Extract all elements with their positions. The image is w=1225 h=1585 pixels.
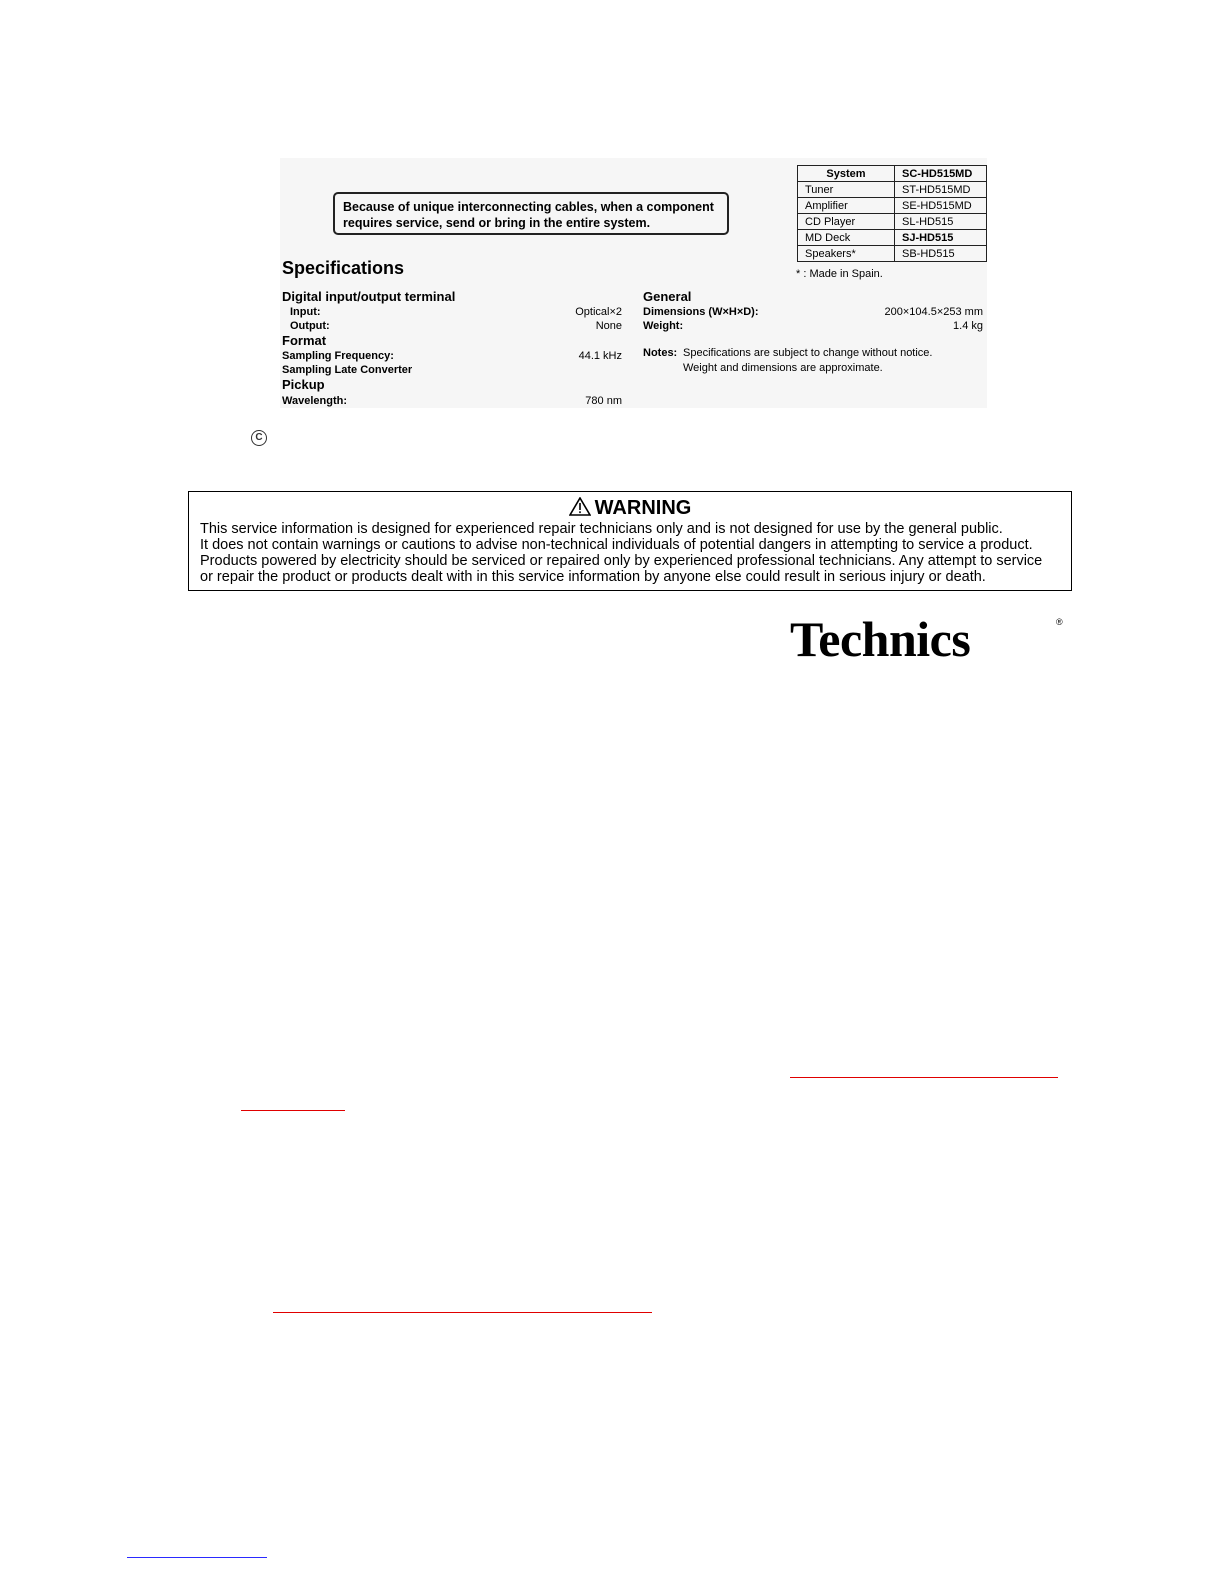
table-cell-model: SE-HD515MD [895,198,987,214]
output-label: Output: [290,320,330,332]
input-value: Optical×2 [575,306,622,318]
wavelength-value: 780 nm [585,395,622,407]
link-underline[interactable] [127,1557,267,1558]
sampling-frequency-value: 44.1 kHz [578,350,622,362]
digital-terminal-heading: Digital input/output terminal [282,289,456,304]
table-row [798,198,987,214]
pickup-heading: Pickup [282,377,325,392]
table-cell-model: ST-HD515MD [895,182,987,198]
weight-label: Weight: [643,320,684,332]
registered-mark: ® [1056,617,1063,627]
table-row [798,230,987,246]
specifications-title: Specifications [282,258,405,278]
warning-title [189,496,1071,520]
sampling-frequency-label: Sampling Frequency: [282,350,394,362]
warning-line-1: This service information is designed for experienced repair technicians only and is not designed for use by the general public. [200,521,1003,537]
weight-value: 1.4 kg [953,320,983,332]
technics-logo: Technics [790,611,971,667]
table-cell-component: Tuner [798,182,895,198]
dimensions-label: Dimensions (W×H×D): [643,306,759,318]
table-cell-model: SJ-HD515 [895,230,987,246]
input-label: Input: [290,306,321,318]
table-cell-component: CD Player [798,214,895,230]
output-value: None [595,320,622,332]
warning-line-3: Products powered by electricity should be serviced or repaired only by experienced professional technicians. Any attempt to service [200,553,1043,569]
wavelength-label: Wavelength: [282,395,347,407]
table-footnote: * : Made in Spain. [796,268,883,280]
notes-line-2: Weight and dimensions are approximate. [683,362,883,374]
general-heading: General [643,289,692,304]
table-header-row [798,166,987,182]
link-underline[interactable] [273,1312,652,1313]
table-header-model: SC-HD515MD [895,166,987,182]
notice-line-2: requires service, send or bring in the entire system. [343,216,651,230]
table-cell-model: SB-HD515 [895,246,987,262]
warning-triangle-icon [569,497,591,516]
warning-title-text: WARNING [594,497,692,519]
table-cell-model: SL-HD515 [895,214,987,230]
table-row [798,246,987,262]
sampling-converter-label: Sampling Late Converter [282,364,413,376]
notes-label: Notes: [643,347,678,359]
link-underline[interactable] [790,1077,1058,1078]
notes-line-1: Specifications are subject to change without notice. [683,347,933,359]
copyright-icon: C [251,430,267,446]
dimensions-value: 200×104.5×253 mm [884,306,983,318]
system-components-table [797,165,987,262]
warning-line-2: It does not contain warnings or cautions to advise non-technical individuals of potential dangers in attempting to service a product. [200,537,1033,553]
service-notice-box [333,192,729,235]
warning-box [188,491,1072,591]
table-row [798,182,987,198]
format-heading: Format [282,333,327,348]
link-underline[interactable] [241,1110,345,1111]
table-header-system: System [798,166,895,182]
warning-line-4: or repair the product or products dealt with in this service information by anyone else could result in serious injury or death. [200,569,986,585]
table-cell-component: Amplifier [798,198,895,214]
table-cell-component: MD Deck [798,230,895,246]
notice-line-1: Because of unique interconnecting cables, when a component [343,200,714,214]
table-row [798,214,987,230]
table-cell-component: Speakers* [798,246,895,262]
